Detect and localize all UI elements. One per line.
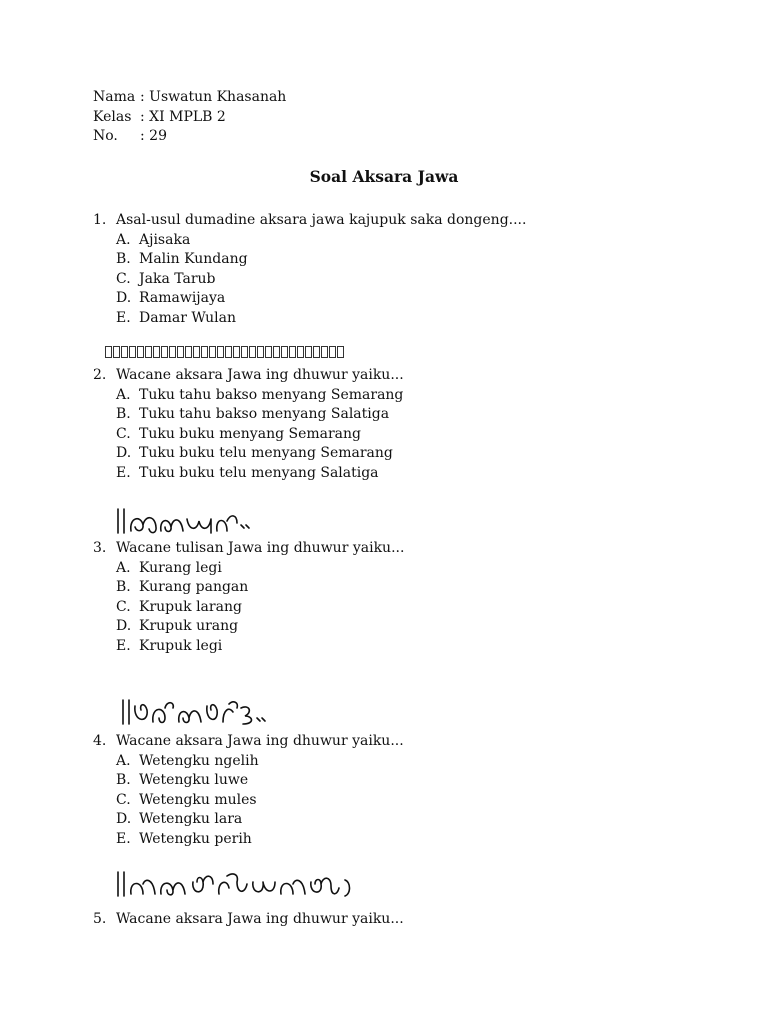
missing-glyph-box — [289, 346, 296, 358]
option-c — [93, 425, 404, 445]
missing-glyph-box — [337, 346, 344, 358]
question-1 — [93, 211, 526, 329]
option-letter: A. — [116, 559, 131, 576]
question-line — [93, 732, 404, 752]
missing-glyph-box — [297, 346, 304, 358]
question-text: Wacane tulisan Jawa ing dhuwur yaiku... — [116, 540, 405, 556]
question-line — [93, 366, 404, 386]
option-text: Kurang legi — [139, 559, 222, 576]
option-text: Ramawijaya — [139, 290, 226, 307]
option-a — [93, 231, 526, 251]
missing-glyph-box — [145, 346, 152, 358]
missing-glyph-box — [161, 346, 168, 358]
option-text: Tuku buku telu menyang Salatiga — [139, 464, 379, 481]
missing-glyph-box — [153, 346, 160, 358]
question-text: Wacane aksara Jawa ing dhuwur yaiku... — [116, 733, 404, 749]
question-2 — [93, 366, 404, 484]
option-text: Kurang pangan — [139, 579, 249, 596]
option-letter: D. — [116, 290, 132, 307]
missing-glyph-box — [329, 346, 336, 358]
option-text: Wetengku ngelih — [139, 752, 259, 769]
missing-glyph-box — [105, 346, 112, 358]
missing-glyph-box — [273, 346, 280, 358]
missing-glyph-box — [281, 346, 288, 358]
option-b — [93, 405, 404, 425]
missing-glyph-box — [305, 346, 312, 358]
header-row-class — [93, 108, 286, 128]
option-b — [93, 771, 404, 791]
missing-glyph-box — [225, 346, 232, 358]
missing-glyph-boxes — [105, 346, 344, 358]
question-3 — [93, 539, 404, 657]
missing-glyph-box — [169, 346, 176, 358]
option-text: Damar Wulan — [139, 309, 237, 326]
option-letter: C. — [116, 270, 131, 287]
option-letter: B. — [116, 251, 131, 268]
missing-glyph-box — [185, 346, 192, 358]
javanese-script-icon — [115, 866, 355, 902]
option-letter: E. — [116, 309, 131, 326]
question-number: 1. — [93, 212, 107, 228]
option-letter: C. — [116, 791, 131, 808]
javanese-script-icon — [115, 503, 255, 539]
option-letter: D. — [116, 811, 132, 828]
option-a — [93, 559, 404, 579]
missing-glyph-box — [257, 346, 264, 358]
header-label: Nama — [93, 89, 136, 105]
option-text: Tuku tahu bakso menyang Semarang — [139, 386, 404, 403]
question-text: Asal-usul dumadine aksara jawa kajupuk saka dongeng.... — [116, 212, 527, 228]
missing-glyph-box — [313, 346, 320, 358]
option-text: Malin Kundang — [139, 251, 248, 268]
option-d — [93, 444, 404, 464]
missing-glyph-box — [113, 346, 120, 358]
option-d — [93, 617, 404, 637]
option-letter: B. — [116, 579, 131, 596]
option-text: Wetengku lara — [139, 811, 243, 828]
option-e — [93, 309, 526, 329]
question-text: Wacane aksara Jawa ing dhuwur yaiku... — [116, 911, 404, 927]
option-d — [93, 289, 526, 309]
option-text: Tuku buku menyang Semarang — [139, 425, 362, 442]
option-letter: D. — [116, 445, 132, 462]
option-b — [93, 250, 526, 270]
question-5 — [93, 910, 404, 930]
option-b — [93, 578, 404, 598]
javanese-script-icon — [115, 694, 270, 730]
missing-glyph-box — [177, 346, 184, 358]
option-letter: A. — [116, 752, 131, 769]
missing-glyph-box — [321, 346, 328, 358]
option-e — [93, 464, 404, 484]
header-value: : 29 — [140, 128, 167, 144]
option-letter: D. — [116, 618, 132, 635]
option-c — [93, 791, 404, 811]
option-text: Jaka Tarub — [139, 270, 216, 287]
missing-glyph-box — [137, 346, 144, 358]
option-letter: E. — [116, 464, 131, 481]
option-text: Wetengku luwe — [139, 772, 249, 789]
option-text: Wetengku mules — [139, 791, 257, 808]
option-letter: E. — [116, 637, 131, 654]
header-label: No. — [93, 128, 118, 144]
question-line — [93, 910, 404, 930]
option-text: Krupuk urang — [139, 618, 239, 635]
option-letter: B. — [116, 406, 131, 423]
student-header — [93, 88, 286, 147]
option-c — [93, 270, 526, 290]
option-letter: A. — [116, 231, 131, 248]
question-text: Wacane aksara Jawa ing dhuwur yaiku... — [116, 367, 404, 383]
option-d — [93, 810, 404, 830]
option-e — [93, 830, 404, 850]
missing-glyph-box — [209, 346, 216, 358]
option-letter: A. — [116, 386, 131, 403]
option-text: Wetengku perih — [139, 830, 252, 847]
header-value: : XI MPLB 2 — [140, 108, 226, 125]
missing-glyph-box — [265, 346, 272, 358]
option-text: Tuku buku telu menyang Semarang — [139, 445, 393, 462]
option-a — [93, 386, 404, 406]
option-c — [93, 598, 404, 618]
question-4 — [93, 732, 404, 850]
option-text: Krupuk larang — [139, 598, 242, 615]
missing-glyph-box — [193, 346, 200, 358]
missing-glyph-box — [233, 346, 240, 358]
option-letter: C. — [116, 425, 131, 442]
missing-glyph-box — [217, 346, 224, 358]
option-text: Ajisaka — [139, 231, 191, 248]
missing-glyph-box — [201, 346, 208, 358]
question-number: 4. — [93, 733, 107, 749]
option-text: Tuku tahu bakso menyang Salatiga — [139, 406, 390, 423]
header-row-number — [93, 127, 286, 147]
option-letter: C. — [116, 598, 131, 615]
option-a — [93, 752, 404, 772]
header-row-name — [93, 88, 286, 108]
missing-glyph-box — [241, 346, 248, 358]
option-letter: E. — [116, 830, 131, 847]
option-text: Krupuk legi — [139, 637, 223, 654]
question-number: 3. — [93, 540, 107, 556]
missing-glyph-box — [249, 346, 256, 358]
page-title: Soal Aksara Jawa — [309, 167, 459, 186]
question-line — [93, 539, 404, 559]
option-e — [93, 637, 404, 657]
header-label: Kelas — [93, 108, 132, 125]
header-value: : Uswatun Khasanah — [140, 89, 287, 105]
question-number: 5. — [93, 911, 107, 927]
option-letter: B. — [116, 772, 131, 789]
question-number: 2. — [93, 367, 107, 383]
missing-glyph-box — [129, 346, 136, 358]
question-line — [93, 211, 526, 231]
missing-glyph-box — [121, 346, 128, 358]
